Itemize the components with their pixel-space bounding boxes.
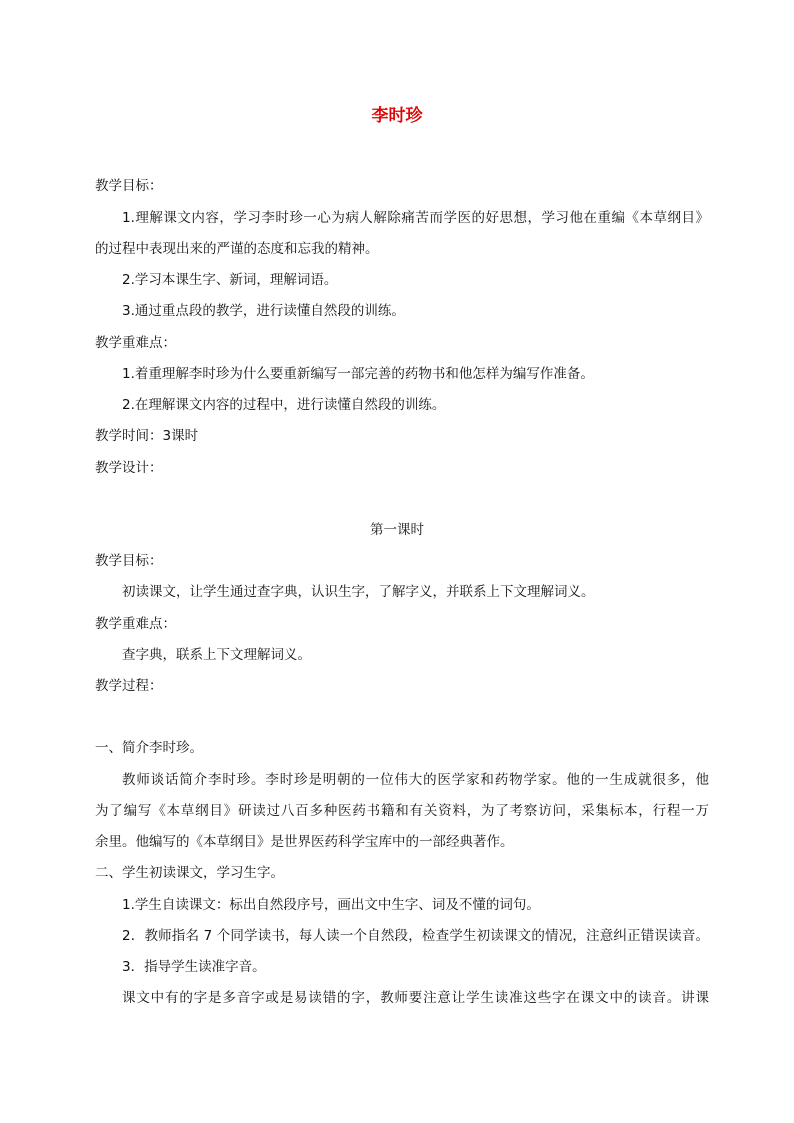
- step-2-heading: 二、学生初读课文，学习生字。: [95, 865, 284, 881]
- step-1-line-1: 教师谈话简介李时珍。李时珍是明朝的一位伟大的医学家和药物学家。他的一生成就很多，他: [122, 772, 709, 788]
- lesson-1-key-text: 查字典，联系上下文理解词义。: [122, 647, 311, 663]
- step-2-item-2: 2．教师指名 7 个同学读书，每人读一个自然段，检查学生初读课文的情况，注意纠正错误读音。: [122, 928, 709, 944]
- key-points-heading: 教学重难点：: [95, 335, 176, 351]
- goal-1-line-2: 的过程中表现出来的严谨的态度和忘我的精神。: [95, 241, 379, 257]
- lesson-1-goals-text: 初读课文，让学生通过查字典，认识生字，了解字义，并联系上下文理解词义。: [122, 584, 595, 600]
- step-2-item-3: 3．指导学生读准字音。: [122, 959, 266, 975]
- step-2-item-1: 1.学生自读课文：标出自然段序号，画出文中生字、词及不懂的词句。: [122, 897, 540, 913]
- teaching-design-heading: 教学设计：: [95, 460, 163, 476]
- goals-heading: 教学目标：: [95, 178, 163, 194]
- lesson-1-process-heading: 教学过程：: [95, 678, 163, 694]
- step-2-item-4: 课文中有的字是多音字或是易读错的字，教师要注意让学生读准这些字在课文中的读音。讲课: [122, 990, 709, 1006]
- step-1-line-2: 为了编写《本草纲目》研读过八百多种医药书籍和有关资料，为了考察访问，采集标本，行程一万: [95, 803, 709, 819]
- lesson-1-heading: 第一课时: [370, 522, 424, 538]
- key-point-1: 1.着重理解李时珍为什么要重新编写一部完善的药物书和他怎样为编写作准备。: [122, 366, 594, 382]
- goal-1-line-1: 1.理解课文内容，学习李时珍一心为病人解除痛苦而学医的好思想，学习他在重编《本草纲目》: [122, 210, 709, 226]
- document-title: 李时珍: [371, 106, 423, 126]
- teaching-time: 教学时间：3课时: [95, 428, 199, 444]
- lesson-1-key-heading: 教学重难点：: [95, 616, 176, 632]
- lesson-1-goals-heading: 教学目标：: [95, 553, 163, 569]
- goal-2: 2.学习本课生字、新词，理解词语。: [122, 272, 338, 288]
- step-1-heading: 一、简介李时珍。: [95, 740, 203, 756]
- goal-3: 3.通过重点段的教学，进行读懂自然段的训练。: [122, 303, 405, 319]
- step-1-line-3: 余里。他编写的《本草纲目》是世界医药科学宝库中的一部经典著作。: [95, 834, 514, 850]
- key-point-2: 2.在理解课文内容的过程中，进行读懂自然段的训练。: [122, 397, 446, 413]
